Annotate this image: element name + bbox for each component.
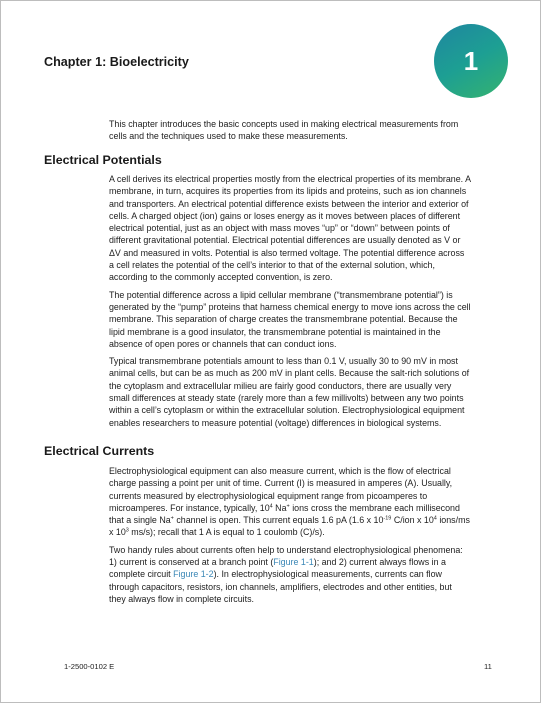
text-run: ions/ms x 10: [109, 515, 470, 538]
chapter-number-badge: [434, 24, 508, 98]
section-heading-potentials: Electrical Potentials: [44, 153, 162, 167]
section-body-potentials: [109, 173, 471, 434]
chapter-intro: [109, 118, 471, 148]
chapter-number: 1: [463, 45, 479, 76]
text-run: Electrophysiological equipment can also measure current, which is the flow of electrical charge passing a point per unit of time. Current (I) is measured in amperes (A). Usually, currents measured by electrophysiological equipment range from picoamperes to microamperes. For instance, typically, 10: [109, 466, 453, 513]
text-run: Na: [272, 502, 287, 513]
text-run: ). In electrophysiological measurements, currents can flow through capacitors, resistors, ion channels, amplifiers, electrodes and other entities, but they always flow in complete circuits.: [109, 569, 452, 604]
superscript: 4: [433, 515, 437, 522]
paragraph: [109, 544, 471, 605]
text-run: C/ion x 10: [391, 515, 434, 526]
paragraph: [109, 465, 471, 539]
superscript: +: [170, 515, 174, 522]
paragraph: Typical transmembrane potentials amount to less than 0.1 V, usually 30 to 90 mV in most animal cells, but can be as much as 200 mV in plant cells. Because the salt-rich solutions of the cytoplasm and extracellular milieu are fairly good conductors, there are usually very small differences at steady state (rarely more than a few millivolts) between any two points within a cell’s cytoplasm or within the extracellular solution. Electrophysiological equipment enables researchers to measure potential (voltage) differences in biological systems.: [109, 356, 470, 428]
footer-document-number: 1-2500-0102 E: [64, 662, 115, 671]
superscript: +: [286, 503, 290, 510]
section-heading-currents: Electrical Currents: [44, 444, 155, 458]
paragraph: A cell derives its electrical properties mostly from the electrical properties of its membrane. A membrane, in turn, acquires its properties from its lipids and proteins, such as ion channels and transporters. An electrical potential difference exists between the interior and exterior of cells. A charged object (ion) gains or loses energy as it moves between places of different electrical potential, just as an object with mass moves “up” or “down” between points of different gravitational potential. Electrical potential differences are usually denoted as V or ΔV and measured in volts. Potential is also termed voltage. The potential difference across a cell relates the potential of the cell’s interior to that of the external solution, which, according to the commonly accepted convention, is zero.: [109, 174, 471, 283]
superscript: 4: [269, 503, 273, 510]
intro-paragraph: This chapter introduces the basic concepts used in making electrical measurements from cells and the techniques used to make these measurements.: [109, 119, 459, 142]
superscript: -19: [383, 515, 392, 522]
figure-link-1-2[interactable]: Figure 1-2: [173, 569, 214, 580]
text-run: ions cross the membrane each millisecond that a single Na: [109, 502, 460, 526]
text-run: Two handy rules about currents often help to understand electrophysiological phenomena: 1) current is conserved at a branch point (: [109, 544, 463, 568]
superscript: 3: [125, 527, 129, 534]
text-run: channel is open. This current equals 1.6 pA (1.6 x 10: [173, 515, 384, 526]
paragraph: The potential difference across a lipid cellular membrane (“transmembrane potential”) is generated by the “pump” proteins that harness chemical energy to move ions across the cell membrane. This separation of charge creates the transmembrane potential. Because the lipid membrane is a good insulator, the transmembrane potential is maintained in the absence of open pores or channels that can conduct ions.: [109, 289, 471, 349]
text-run: ms/s); recall that 1 A is equal to 1 coulomb (C)/s).: [128, 527, 325, 538]
footer-page-number: 11: [484, 662, 492, 671]
section-body-currents: [109, 465, 471, 610]
text-run: ); and 2) current always flows in a complete circuit: [109, 557, 446, 580]
figure-link-1-1[interactable]: Figure 1-1: [273, 557, 314, 568]
chapter-title: Chapter 1: Bioelectricity: [44, 55, 189, 69]
